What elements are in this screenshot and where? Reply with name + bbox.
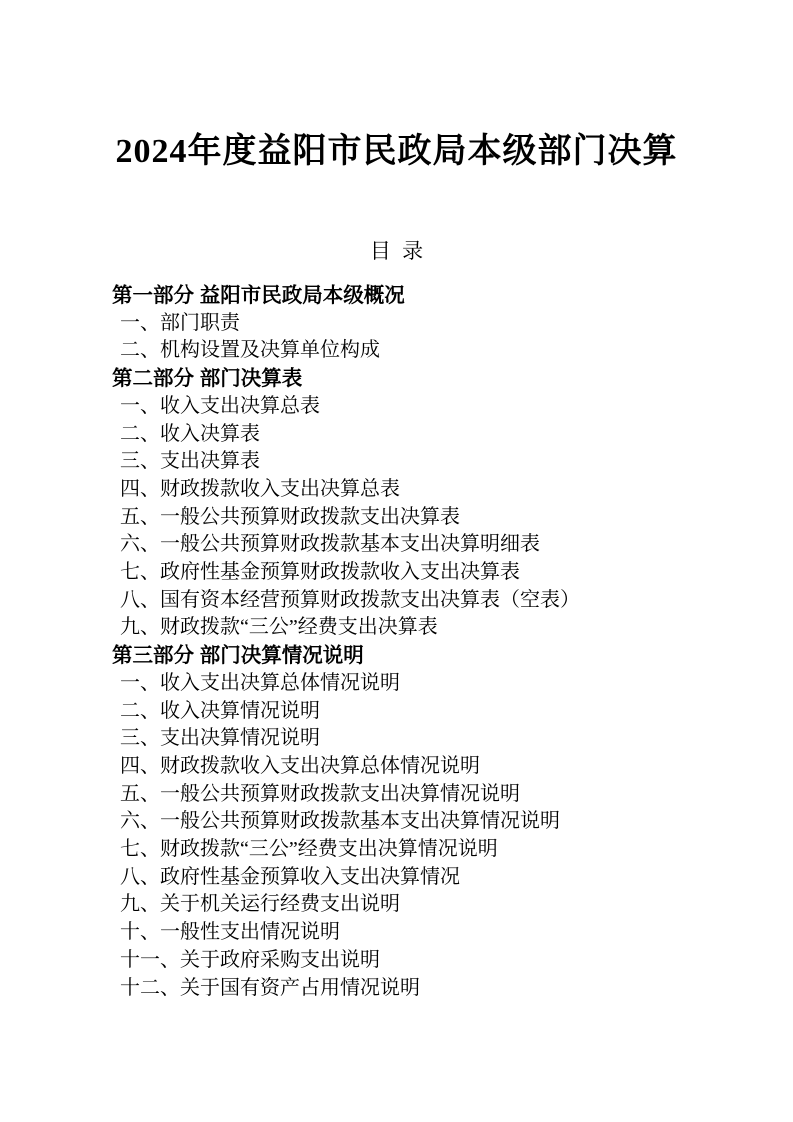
toc-item: 九、关于机关运行经费支出说明 [120,893,400,916]
toc-item: 一、部门职责 [120,311,240,334]
toc-item: 二、收入决算情况说明 [120,699,320,722]
toc-item: 七、政府性基金预算财政拨款收入支出决算表 [120,561,520,584]
toc-part-heading: 第三部分 部门决算情况说明 [112,644,364,668]
toc-heading: 目 录 [369,239,424,263]
toc-item: 七、财政拨款“三公”经费支出决算情况说明 [120,838,498,861]
toc-part-heading: 第二部分 部门决算表 [112,367,303,391]
toc-item: 六、一般公共预算财政拨款基本支出决算明细表 [120,533,540,556]
toc-item: 二、机构设置及决算单位构成 [120,339,380,362]
toc-list [112,282,757,1002]
toc-item: 六、一般公共预算财政拨款基本支出决算情况说明 [120,810,560,833]
toc-item: 三、支出决算表 [120,450,260,473]
toc-item: 一、收入支出决算总表 [120,394,320,417]
toc-item: 一、收入支出决算总体情况说明 [120,671,400,694]
toc-item: 八、国有资本经营预算财政拨款支出决算表（空表） [120,588,580,611]
toc-item: 十、一般性支出情况说明 [120,921,340,944]
toc-item: 四、财政拨款收入支出决算总体情况说明 [120,754,480,777]
toc-item: 十二、关于国有资产占用情况说明 [120,976,420,999]
toc-item: 十一、关于政府采购支出说明 [120,948,380,971]
toc-item: 五、一般公共预算财政拨款支出决算情况说明 [120,782,520,805]
toc-item: 四、财政拨款收入支出决算总表 [120,477,400,500]
toc-item: 五、一般公共预算财政拨款支出决算表 [120,505,460,528]
document-title: 2024年度益阳市民政局本级部门决算 [115,133,678,170]
toc-item: 三、支出决算情况说明 [120,727,320,750]
toc-part-heading: 第一部分 益阳市民政局本级概况 [112,284,405,307]
toc-item: 九、财政拨款“三公”经费支出决算表 [120,616,438,639]
toc-item: 二、收入决算表 [120,422,260,445]
toc-item: 八、政府性基金预算收入支出决算情况 [120,865,460,888]
